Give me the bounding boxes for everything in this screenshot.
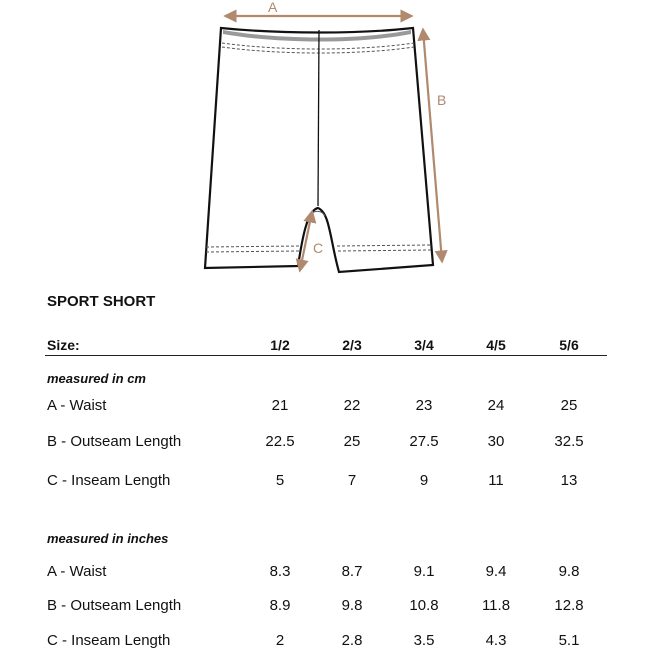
header-divider — [45, 355, 607, 356]
table-cell: 9 — [419, 472, 429, 489]
table-cell: 21 — [271, 397, 289, 414]
section-heading-inches: measured in inches — [47, 531, 169, 546]
table-cell: 9.1 — [413, 563, 435, 580]
table-cell: 10.8 — [409, 597, 439, 614]
table-cell: 2 — [275, 632, 285, 649]
row-label: C - Inseam Length — [47, 632, 171, 649]
table-cell: 3.5 — [413, 632, 435, 649]
table-cell: 30 — [487, 433, 505, 450]
table-cell: 8.7 — [341, 563, 363, 580]
row-label: B - Outseam Length — [47, 597, 182, 614]
size-header: 3/4 — [414, 337, 434, 353]
shorts-diagram — [0, 0, 650, 285]
table-cell: 5 — [275, 472, 285, 489]
table-cell: 11.8 — [481, 597, 511, 614]
label-b: B — [437, 92, 447, 108]
table-cell: 7 — [347, 472, 357, 489]
size-header: 5/6 — [559, 337, 579, 353]
table-cell: 22 — [343, 397, 361, 414]
table-cell: 4.3 — [485, 632, 507, 649]
product-title: SPORT SHORT — [47, 293, 156, 310]
row-label: A - Waist — [47, 397, 107, 414]
table-cell: 11 — [488, 472, 504, 489]
label-a: A — [268, 0, 278, 15]
table-cell: 8.9 — [269, 597, 291, 614]
row-label: A - Waist — [47, 563, 107, 580]
table-cell: 24 — [487, 397, 505, 414]
table-cell: 13 — [560, 472, 578, 489]
table-cell: 27.5 — [409, 433, 439, 450]
size-header: 2/3 — [342, 337, 362, 353]
table-cell: 22.5 — [265, 433, 295, 450]
label-c: C — [313, 240, 324, 256]
table-cell: 25 — [560, 397, 578, 414]
section-heading-cm: measured in cm — [47, 371, 146, 386]
table-cell: 23 — [415, 397, 433, 414]
table-cell: 32.5 — [554, 433, 584, 450]
table-cell: 9.4 — [485, 563, 507, 580]
size-header-label: Size: — [47, 337, 80, 353]
table-cell: 5.1 — [558, 632, 580, 649]
table-cell: 12.8 — [554, 597, 584, 614]
row-label: B - Outseam Length — [47, 433, 182, 450]
row-label: C - Inseam Length — [47, 472, 171, 489]
size-header: 4/5 — [486, 337, 506, 353]
size-header: 1/2 — [270, 337, 290, 353]
table-cell: 25 — [343, 433, 361, 450]
table-cell: 9.8 — [341, 597, 363, 614]
table-cell: 2.8 — [341, 632, 363, 649]
table-cell: 9.8 — [558, 563, 580, 580]
table-cell: 8.3 — [269, 563, 291, 580]
